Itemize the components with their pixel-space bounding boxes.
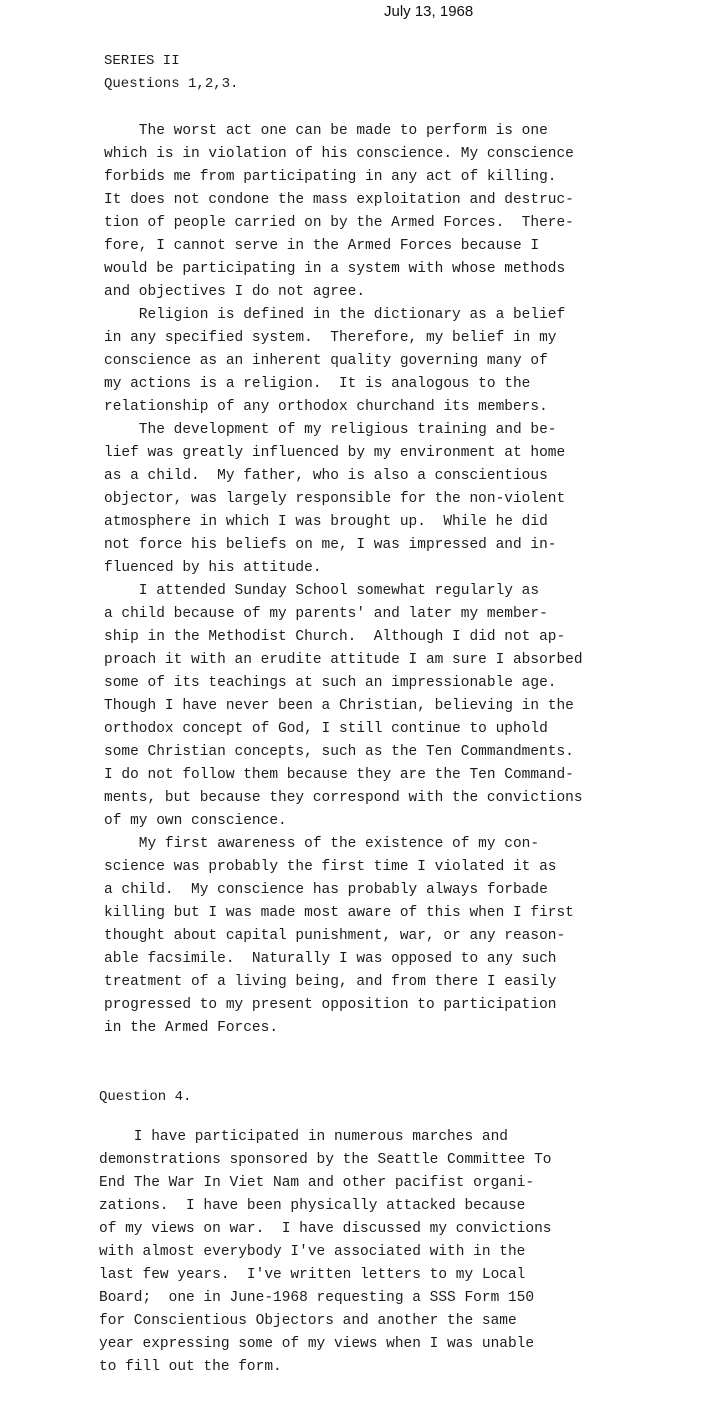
text-line: fluenced by his attitude. bbox=[104, 560, 322, 576]
questions-heading: Questions 1,2,3. bbox=[104, 76, 239, 92]
text-line: lief was greatly influenced by my environment at home bbox=[104, 445, 566, 461]
text-line: demonstrations sponsored by the Seattle Committee To bbox=[99, 1152, 552, 1168]
text-line: Board; one in June-1968 requesting a SSS Form 150 bbox=[99, 1290, 535, 1306]
text-line: I have participated in numerous marches and bbox=[99, 1129, 508, 1145]
text-line: orthodox concept of God, I still continue to uphold bbox=[104, 721, 548, 737]
answer-question-4 bbox=[99, 1126, 699, 1379]
text-line: with almost everybody I've associated with in the bbox=[99, 1244, 526, 1260]
text-line: objector, was largely responsible for the non-violent bbox=[104, 491, 566, 507]
document-date: July 13, 1968 bbox=[384, 3, 474, 20]
text-line: not force his beliefs on me, I was impressed and in- bbox=[104, 537, 557, 553]
text-line: atmosphere in which I was brought up. While he did bbox=[104, 514, 548, 530]
text-line: and objectives I do not agree. bbox=[104, 284, 366, 300]
text-line: a child. My conscience has probably always forbade bbox=[104, 882, 548, 898]
text-line: The worst act one can be made to perform is one bbox=[104, 123, 548, 139]
text-line: thought about capital punishment, war, or any reason- bbox=[104, 928, 566, 944]
text-line: in any specified system. Therefore, my belief in my bbox=[104, 330, 557, 346]
series-heading: SERIES II bbox=[104, 53, 180, 69]
text-line: to fill out the form. bbox=[99, 1359, 282, 1375]
text-line: I do not follow them because they are the Ten Command- bbox=[104, 767, 574, 783]
text-line: fore, I cannot serve in the Armed Forces because I bbox=[104, 238, 540, 254]
question-4-heading: Question 4. bbox=[99, 1089, 192, 1105]
text-line: able facsimile. Naturally I was opposed to any such bbox=[104, 951, 557, 967]
text-line: ments, but because they correspond with the convictions bbox=[104, 790, 583, 806]
text-line: killing but I was made most aware of this when I first bbox=[104, 905, 574, 921]
text-line: I attended Sunday School somewhat regularly as bbox=[104, 583, 540, 599]
text-line: forbids me from participating in any act of killing. bbox=[104, 169, 557, 185]
text-line: year expressing some of my views when I was unable bbox=[99, 1336, 535, 1352]
text-line: last few years. I've written letters to my Local bbox=[99, 1267, 526, 1283]
text-line: which is in violation of his conscience. My conscience bbox=[104, 146, 574, 162]
text-line: proach it with an erudite attitude I am sure I absorbed bbox=[104, 652, 583, 668]
text-line: Though I have never been a Christian, believing in the bbox=[104, 698, 574, 714]
text-line: of my views on war. I have discussed my convictions bbox=[99, 1221, 552, 1237]
text-line: tion of people carried on by the Armed Forces. There- bbox=[104, 215, 574, 231]
text-line: in the Armed Forces. bbox=[104, 1020, 279, 1036]
text-line: for Conscientious Objectors and another the same bbox=[99, 1313, 517, 1329]
text-line: my actions is a religion. It is analogous to the bbox=[104, 376, 531, 392]
text-line: progressed to my present opposition to participation bbox=[104, 997, 557, 1013]
text-line: My first awareness of the existence of my con- bbox=[104, 836, 540, 852]
text-line: Religion is defined in the dictionary as a belief bbox=[104, 307, 566, 323]
text-line: of my own conscience. bbox=[104, 813, 287, 829]
text-line: zations. I have been physically attacked because bbox=[99, 1198, 526, 1214]
text-line: some of its teachings at such an impressionable age. bbox=[104, 675, 557, 691]
text-line: End The War In Viet Nam and other pacifist organi- bbox=[99, 1175, 535, 1191]
text-line: a child because of my parents' and later my member- bbox=[104, 606, 548, 622]
text-line: conscience as an inherent quality governing many of bbox=[104, 353, 548, 369]
answer-questions-1-3 bbox=[104, 120, 704, 1040]
text-line: relationship of any orthodox churchand its members. bbox=[104, 399, 548, 415]
text-line: ship in the Methodist Church. Although I did not ap- bbox=[104, 629, 566, 645]
text-line: treatment of a living being, and from there I easily bbox=[104, 974, 557, 990]
text-line: The development of my religious training and be- bbox=[104, 422, 557, 438]
text-line: science was probably the first time I violated it as bbox=[104, 859, 557, 875]
text-line: It does not condone the mass exploitation and destruc- bbox=[104, 192, 574, 208]
text-line: as a child. My father, who is also a conscientious bbox=[104, 468, 548, 484]
text-line: would be participating in a system with whose methods bbox=[104, 261, 566, 277]
text-line: some Christian concepts, such as the Ten Commandments. bbox=[104, 744, 574, 760]
